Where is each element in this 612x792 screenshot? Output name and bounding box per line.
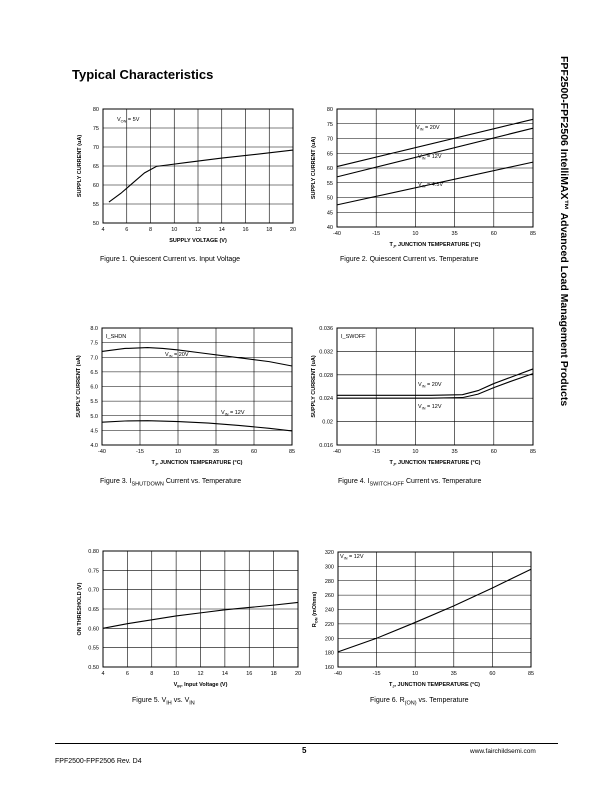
y-tick-label: 0.02 xyxy=(322,419,333,426)
x-tick-label: -40 xyxy=(98,449,106,455)
y-tick-label: 45 xyxy=(326,210,333,217)
y-tick-label: 240 xyxy=(324,607,334,614)
chart-2 xyxy=(305,100,545,250)
x-axis-title: $T_J$, JUNCTION TEMPERATURE (°C) xyxy=(151,460,243,467)
x-axis-title: $T_J$, JUNCTION TEMPERATURE (°C) xyxy=(389,242,481,249)
footer-revision: FPF2500-FPF2506 Rev. D4 xyxy=(55,758,142,765)
y-axis-title: SUPPLY CURRENT (uA) xyxy=(311,355,317,418)
y-tick-label: 40 xyxy=(326,225,333,231)
y-tick-label: 180 xyxy=(324,650,334,657)
x-tick-label: 8 xyxy=(148,227,153,233)
x-axis-title: $V_{IN}$, Input Voltage (V) xyxy=(173,682,228,689)
x-tick-label: -40 xyxy=(334,671,342,677)
y-tick-label: 0.028 xyxy=(319,372,333,379)
y-tick-label: 70 xyxy=(92,145,99,151)
x-tick-label: 10 xyxy=(412,671,419,677)
figure-caption-6: Figure 6. $R_{(ON)}$ vs. Temperature xyxy=(370,697,469,707)
x-tick-label: -40 xyxy=(333,231,341,237)
y-tick-label: 0.75 xyxy=(88,568,99,575)
series-label: $V_{IN} = 20V$ xyxy=(165,352,189,359)
x-tick-label: 18 xyxy=(266,227,273,233)
series-label: $V_{IN} = 12V$ xyxy=(418,154,442,161)
series-label: $V_{IN} = 12V$ xyxy=(418,404,442,411)
y-tick-label: 60 xyxy=(92,183,99,189)
y-tick-label: 8.0 xyxy=(90,326,98,332)
x-tick-label: 60 xyxy=(490,449,497,455)
chart-5 xyxy=(70,546,305,696)
y-tick-label: 75 xyxy=(326,121,333,128)
y-tick-label: 0.65 xyxy=(88,607,99,613)
footer-website: www.fairchildsemi.com xyxy=(470,748,536,755)
x-tick-label: 6 xyxy=(125,227,129,233)
y-tick-label: 200 xyxy=(324,636,334,643)
x-tick-label: 85 xyxy=(529,231,537,237)
y-axis-title: SUPPLY CURRENT (uA) xyxy=(76,355,82,418)
y-tick-label: 50 xyxy=(92,221,99,227)
x-tick-label: 16 xyxy=(246,671,253,677)
series-label: $V_{IN} = 4.5V$ xyxy=(418,182,444,189)
chart-6 xyxy=(305,546,545,696)
y-tick-label: 0.50 xyxy=(88,665,99,671)
inset-label: I_SWOFF xyxy=(341,334,366,340)
x-tick-label: 10 xyxy=(174,449,182,455)
figure-caption-3: Figure 3. $I_{SHUTDOWN}$ Current vs. Temperature xyxy=(100,478,242,488)
x-tick-label: 6 xyxy=(125,671,129,677)
y-tick-label: 260 xyxy=(324,593,334,600)
y-tick-label: 7.0 xyxy=(90,355,98,362)
y-tick-label: 65 xyxy=(326,151,333,158)
y-tick-label: 0.024 xyxy=(319,396,333,403)
x-tick-label: 60 xyxy=(490,231,497,237)
y-tick-label: 80 xyxy=(326,107,333,113)
x-tick-label: 16 xyxy=(242,227,249,233)
y-axis-title: SUPPLY CURRENT (uA) xyxy=(311,136,317,200)
y-tick-label: 60 xyxy=(326,166,333,172)
y-tick-label: 6.0 xyxy=(90,384,98,391)
y-tick-label: 0.55 xyxy=(88,645,99,652)
x-tick-label: 85 xyxy=(527,671,535,677)
y-tick-label: 55 xyxy=(326,180,333,187)
x-tick-label: -15 xyxy=(372,231,381,237)
x-tick-label: 4 xyxy=(101,671,105,677)
x-tick-label: -40 xyxy=(333,449,341,455)
figure-caption-1: Figure 1. Quiescent Current vs. Input Voltage xyxy=(100,256,241,263)
x-tick-label: 60 xyxy=(250,449,258,455)
x-tick-label: 85 xyxy=(288,449,296,455)
x-tick-label: 10 xyxy=(412,231,419,237)
y-tick-label: 0.016 xyxy=(319,443,333,449)
footer-divider xyxy=(55,743,558,744)
x-axis-title: SUPPLY VOLTAGE (V) xyxy=(169,238,227,244)
x-tick-label: 12 xyxy=(197,671,204,677)
figure-caption-2: Figure 2. Quiescent Current vs. Temperature xyxy=(340,256,479,263)
y-tick-label: 300 xyxy=(324,564,334,571)
side-product-title xyxy=(560,56,580,756)
page-number: 5 xyxy=(302,746,307,755)
y-tick-label: 6.5 xyxy=(90,369,98,376)
y-tick-label: 0.80 xyxy=(88,549,99,555)
x-axis-title: $T_J$, JUNCTION TEMPERATURE (°C) xyxy=(389,460,481,467)
chart-1 xyxy=(70,100,300,244)
series-label: $V_{IN} = 20V$ xyxy=(418,382,442,389)
x-tick-label: 60 xyxy=(489,671,496,677)
chart-4 xyxy=(305,322,545,472)
y-tick-label: 55 xyxy=(92,202,99,208)
series-line-1 xyxy=(102,348,292,366)
x-tick-label: 12 xyxy=(194,227,202,233)
x-tick-label: -15 xyxy=(372,671,381,677)
x-tick-label: 10 xyxy=(412,449,419,455)
x-tick-label: 10 xyxy=(171,227,178,233)
x-axis-title: $T_J$, JUNCTION TEMPERATURE (°C) xyxy=(388,682,481,689)
x-tick-label: -15 xyxy=(136,449,144,455)
y-axis-title: SUPPLY CURRENT (uA) xyxy=(77,134,83,198)
x-tick-label: 14 xyxy=(221,671,228,677)
y-tick-label: 0.60 xyxy=(88,626,99,633)
y-tick-label: 70 xyxy=(326,136,333,143)
series-line-1 xyxy=(338,569,531,652)
x-tick-label: 35 xyxy=(450,671,457,677)
series-label: $V_{IN} = 12V$ xyxy=(221,410,245,417)
x-tick-label: 20 xyxy=(289,227,297,233)
y-tick-label: 7.5 xyxy=(90,340,98,347)
x-tick-label: 20 xyxy=(294,671,302,677)
x-tick-label: 35 xyxy=(212,449,220,455)
chart-3 xyxy=(70,322,300,472)
x-tick-label: 35 xyxy=(451,449,458,455)
x-tick-label: -15 xyxy=(372,449,381,455)
y-tick-label: 0.032 xyxy=(319,349,333,356)
y-tick-label: 4.5 xyxy=(90,428,98,435)
x-tick-label: 10 xyxy=(173,671,180,677)
y-tick-label: 50 xyxy=(326,195,333,202)
y-tick-label: 75 xyxy=(92,126,99,132)
x-tick-label: 35 xyxy=(451,231,458,237)
series-line-2 xyxy=(102,421,292,431)
side-product-title-text: FPF2500-FPF2506 IntelliMAX™ Advanced Load Management Products xyxy=(558,56,570,407)
inset-label: I_SHDN xyxy=(106,334,127,340)
series-line-1 xyxy=(109,150,293,202)
figure-caption-4: Figure 4. $I_{SWITCH-OFF}$ Current vs. Temperature xyxy=(338,478,482,488)
x-tick-label: 18 xyxy=(270,671,277,677)
y-tick-label: 160 xyxy=(324,665,334,671)
y-tick-label: 0.036 xyxy=(319,326,333,332)
series-line-2 xyxy=(337,128,533,177)
series-label: $V_{ON} = 5V$ xyxy=(117,117,140,124)
page-title: Typical Characteristics xyxy=(72,67,214,82)
y-axis-title: $R_{ON}$ (mOhms) xyxy=(312,591,319,628)
series-label: $V_{IN} = 20V$ xyxy=(416,125,440,132)
y-tick-label: 280 xyxy=(324,578,334,585)
x-tick-label: 4 xyxy=(101,227,105,233)
x-tick-label: 14 xyxy=(218,227,225,233)
y-tick-label: 4.0 xyxy=(90,443,98,449)
y-tick-label: 80 xyxy=(92,107,99,113)
y-axis-title: ON THRESHOLD (V) xyxy=(77,582,83,636)
y-tick-label: 320 xyxy=(324,550,334,556)
y-tick-label: 0.70 xyxy=(88,587,99,594)
figure-caption-5: Figure 5. $V_{IH}$ vs. $V_{IN}$ xyxy=(132,697,195,707)
x-tick-label: 8 xyxy=(150,671,154,677)
y-tick-label: 5.5 xyxy=(90,399,98,406)
series-label: $V_{IN} = 12V$ xyxy=(340,554,364,561)
y-tick-label: 220 xyxy=(324,621,334,628)
x-tick-label: 85 xyxy=(529,449,537,455)
y-tick-label: 65 xyxy=(92,164,99,170)
y-tick-label: 5.0 xyxy=(90,413,98,420)
